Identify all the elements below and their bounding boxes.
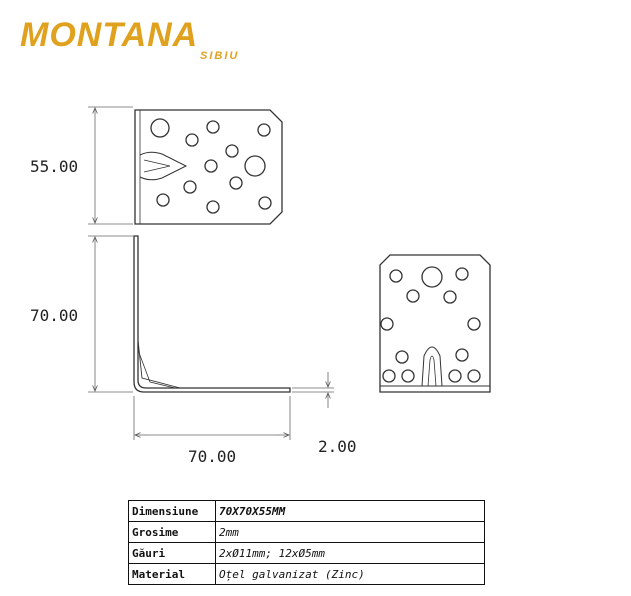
spec-value: 70X70X55MM (216, 501, 485, 522)
spec-label: Material (129, 564, 216, 585)
dim-width: 70.00 (188, 447, 237, 466)
logo-city: SIBIU (200, 50, 240, 62)
table-row (129, 522, 485, 543)
side-view (134, 236, 290, 392)
dim-height-top: 55.00 (30, 157, 79, 176)
spec-label: Dimensiune (129, 501, 216, 522)
table-row (129, 543, 485, 564)
dim-thickness: 2.00 (318, 437, 357, 456)
table-row (129, 564, 485, 585)
table-row (129, 501, 485, 522)
spec-label: Grosime (129, 522, 216, 543)
front-view (380, 255, 490, 392)
top-view (135, 110, 282, 224)
dim-height-side: 70.00 (30, 306, 79, 325)
spec-value: 2xØ11mm; 12xØ5mm (216, 543, 485, 564)
specs-table (128, 500, 485, 585)
spec-label: Găuri (129, 543, 216, 564)
spec-value: Oțel galvanizat (Zinc) (216, 564, 485, 585)
dimension-lines (88, 107, 334, 440)
logo-wordmark: MONTANA (20, 16, 199, 54)
spec-value: 2mm (216, 522, 485, 543)
